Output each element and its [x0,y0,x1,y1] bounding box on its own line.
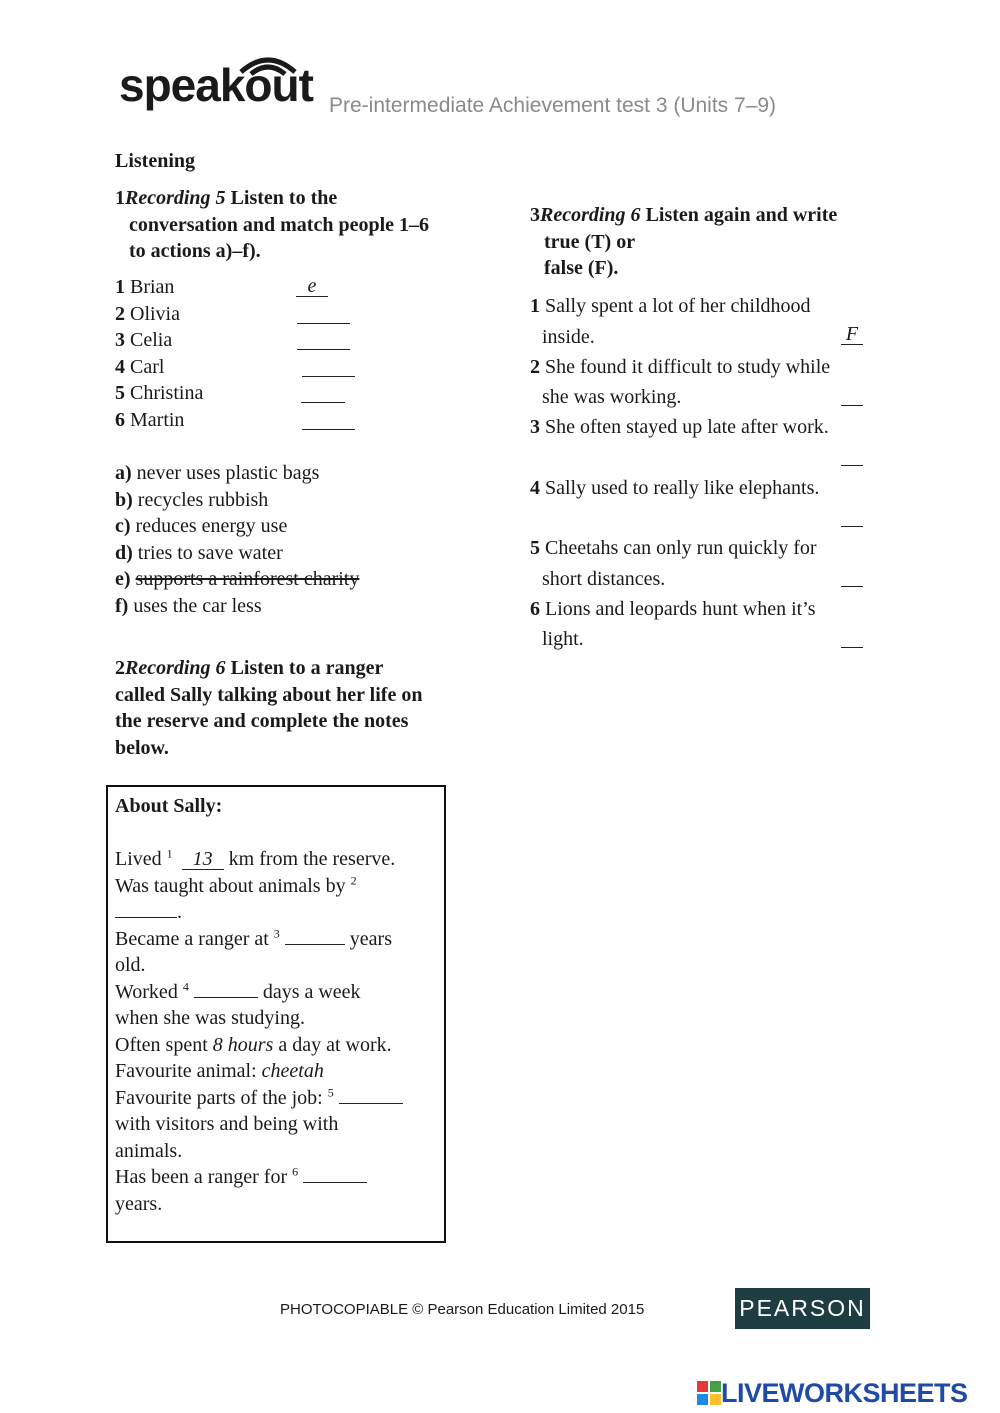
item-number: 6 [115,408,125,431]
answer-field[interactable] [841,385,863,406]
exercise2-number: 2 [115,657,125,679]
item-number: 1 [115,276,125,298]
statement-text: Sally spent a lot of her childhood [545,295,811,317]
item-number: 4 [530,476,540,499]
list-item [115,487,445,514]
note-text: animals. [115,1139,183,1162]
note-text: a day at work. [273,1033,392,1056]
exercise2-heading [115,655,475,761]
notes-box [106,785,446,1243]
exercise1-instruction-3: to actions a)–f). [129,240,261,262]
exercise2-instruction-4: below. [115,736,169,759]
list-item [115,540,445,567]
item-number: 5 [115,382,125,404]
list-item [530,594,875,655]
note-number: 1 [166,846,173,861]
header [115,48,835,128]
action-letter: d) [115,541,133,564]
item-number: 2 [530,355,540,378]
action-text: recycles rubbish [137,488,269,511]
list-item [530,412,875,473]
action-text-struck: supports a rainforest charity [135,568,360,590]
exercise1-recording: Recording 5 [125,187,226,209]
exercise2-instruction-3: the reserve and complete the notes [115,710,409,732]
statement-text: Lions and leopards hunt when it’s [545,597,816,620]
answer-field[interactable] [301,382,345,403]
exercise1-instruction-1: Listen to the [225,187,338,209]
statement-text: light. [542,628,584,650]
list-item [115,407,375,434]
actions-list [115,460,445,619]
note-text: years [344,927,392,950]
list-item [115,460,445,487]
statement-text: short distances. [542,567,666,590]
answer-field[interactable]: e [296,276,328,297]
speakout-logo [115,48,325,114]
action-letter: b) [115,488,133,511]
answer-field[interactable] [285,926,345,945]
statement-text: Sally used to really like elephants. [545,476,820,499]
pearson-logo: PEARSON [735,1288,870,1329]
exercise1-instruction-2: conversation and match people 1–6 [129,213,429,236]
action-text: tries to save water [137,541,283,564]
logo-text: speakout [119,59,313,111]
exercise3-instruction-3: false (F). [544,257,619,279]
answer-field[interactable] [302,356,355,377]
note-text: Favourite animal: [115,1060,262,1082]
answer-field[interactable] [297,303,350,324]
action-text: reduces energy use [135,515,288,537]
person-name: Celia [130,329,173,351]
list-item [115,301,375,328]
note-number: 4 [182,978,189,993]
answer-field[interactable]: 13 [182,849,224,870]
liveworksheets-icon [697,1381,721,1405]
people-list [115,274,375,433]
exercise3-number: 3 [530,204,540,226]
statement-text: inside. [542,325,595,348]
exercise3-instruction-2: true (T) or [544,230,636,253]
note-text: km from the reserve. [223,848,396,870]
note-taught [115,873,440,900]
list-item [115,274,375,301]
note-number: 5 [327,1084,334,1099]
list-item [530,352,875,413]
note-text: Worked [115,980,183,1003]
note-years [115,1164,440,1191]
person-name: Olivia [130,302,180,325]
copyright-notice: PHOTOCOPIABLE © Pearson Education Limited 2015 [280,1301,645,1318]
note-taught-blank: . [115,899,440,926]
exercise2-instruction-1: Listen to a ranger [225,657,384,679]
answer-field[interactable] [115,899,177,918]
exercise3-recording: Recording 6 [540,204,641,226]
note-lived [115,846,440,873]
list-item [530,291,875,352]
note-text: Favourite parts of the job: [115,1086,328,1109]
item-number: 3 [115,329,125,351]
answer-field[interactable] [841,445,863,466]
section-title: Listening [115,150,196,172]
note-text: days a week [257,980,361,1003]
note-ranger [115,926,440,953]
person-name: Carl [130,355,165,378]
exercise3-heading [530,202,890,282]
action-text: uses the car less [133,594,262,617]
list-item [115,513,445,540]
note-text: with visitors and being with [115,1113,339,1135]
answer-field[interactable] [841,627,863,648]
note-number: 3 [273,925,280,940]
item-number: 4 [115,355,125,378]
answer-field[interactable] [841,566,863,587]
action-letter: c) [115,515,131,537]
note-text: when she was studying. [115,1007,305,1029]
action-letter: a) [115,462,132,484]
exercise1-heading [115,185,475,265]
statement-text: She often stayed up late after work. [545,416,829,438]
note-text: Has been a ranger for [115,1166,293,1188]
note-text: old. [115,954,146,976]
note-value: cheetah [261,1060,324,1082]
action-letter: f) [115,594,129,617]
item-number: 6 [530,597,540,620]
answer-field[interactable] [303,1164,367,1183]
note-animal [115,1058,440,1085]
box-title: About Sally: [115,795,223,817]
answer-field[interactable] [194,979,258,998]
exercise3-instruction-1: Listen again and write [640,204,838,226]
liveworksheets-watermark [697,1378,968,1408]
list-item [115,327,375,354]
list-item [115,380,375,407]
note-text: years. [115,1192,163,1215]
exercise2-instruction-2: called Sally talking about her life on [115,683,423,706]
answer-field[interactable]: F [841,324,863,345]
item-number: 2 [115,302,125,325]
statement-text: She found it difficult to study while [545,355,831,378]
note-value: 8 hours [212,1033,274,1056]
note-worked [115,979,440,1006]
action-letter: e) [115,568,131,590]
person-name: Christina [130,382,204,404]
answer-field[interactable] [302,409,355,430]
list-item [530,533,875,594]
notes-content [115,793,440,1217]
note-text: Often spent [115,1033,213,1056]
note-number: 2 [350,872,357,887]
watermark-text: LIVEWORKSHEETS [721,1378,968,1408]
exercise1-number: 1 [115,187,125,209]
answer-field[interactable] [841,506,863,527]
statements-list [530,291,875,654]
statement-text: Cheetahs can only run quickly for [545,537,817,559]
page-subtitle: Pre-intermediate Achievement test 3 (Units 7–9) [329,94,777,117]
note-text: Became a ranger at [115,927,274,950]
item-number: 3 [530,416,540,438]
list-item [115,354,375,381]
person-name: Martin [130,408,185,431]
note-number: 6 [292,1164,299,1179]
action-text: never uses plastic bags [136,462,320,484]
exercise2-recording: Recording 6 [125,657,226,679]
answer-field[interactable] [339,1085,403,1104]
note-spent [115,1032,440,1059]
person-name: Brian [130,276,175,298]
list-item [115,566,445,593]
item-number: 5 [530,537,540,559]
statement-text: she was working. [542,386,682,408]
note-parts [115,1085,440,1112]
list-item [115,593,445,620]
answer-field[interactable] [297,329,350,350]
item-number: 1 [530,295,540,317]
list-item [530,473,875,534]
note-text: Was taught about animals by [115,874,351,897]
note-text: Lived [115,848,167,870]
